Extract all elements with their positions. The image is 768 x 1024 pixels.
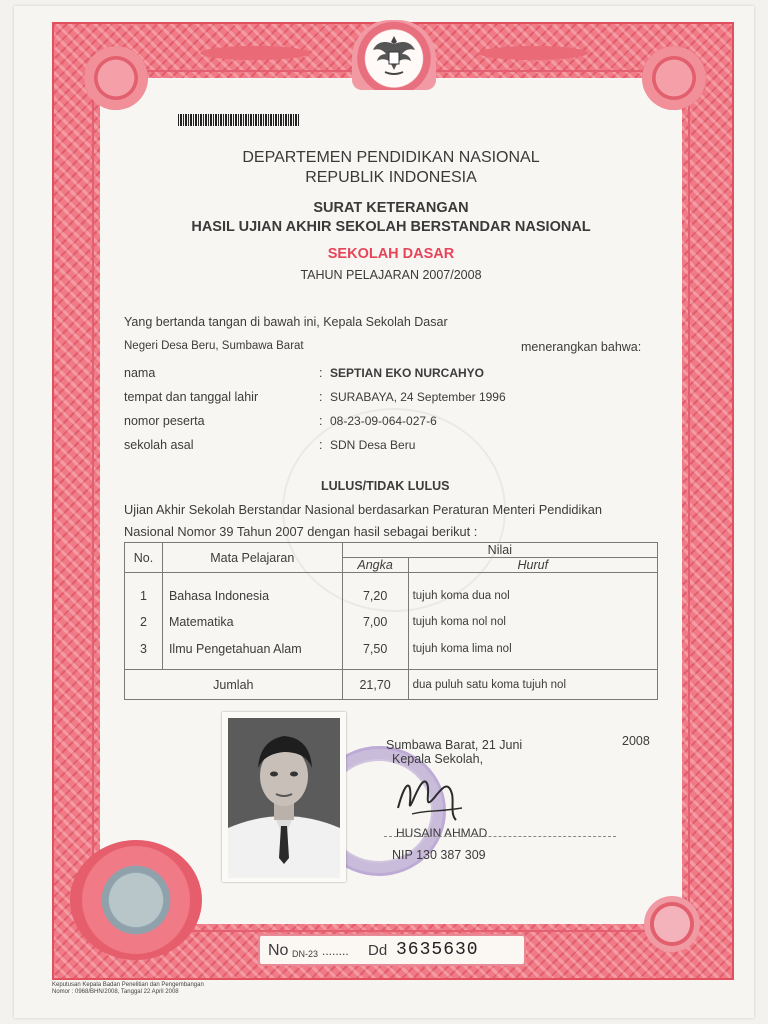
- corner-rosette-icon: [84, 46, 148, 110]
- signature-position: Kepala Sekolah,: [392, 752, 484, 766]
- grades-table: [124, 542, 658, 700]
- title-line-1: SURAT KETERANGAN: [313, 200, 469, 216]
- table-row: [125, 583, 658, 609]
- table-row: [125, 636, 658, 662]
- table-row: [125, 609, 658, 636]
- garuda-emblem-icon: [352, 20, 436, 90]
- total-score: 21,70: [342, 670, 408, 700]
- row-number: 3: [125, 636, 163, 662]
- row-number: 1: [125, 583, 163, 609]
- header-subject: Mata Pelajaran: [162, 543, 342, 573]
- serial-dd: Dd: [368, 942, 388, 959]
- field-colon: :: [319, 390, 323, 404]
- result-status: LULUS/TIDAK LULUS: [321, 479, 450, 493]
- corner-rosette-icon: [642, 46, 706, 110]
- total-label: Jumlah: [125, 670, 343, 700]
- photo-image: [228, 718, 340, 878]
- table-total-row: [125, 670, 658, 700]
- field-colon: :: [319, 414, 323, 428]
- field-value-school: SDN Desa Beru: [330, 438, 416, 452]
- row-subject: Matematika: [162, 609, 342, 636]
- row-subject: Bahasa Indonesia: [162, 583, 342, 609]
- field-colon: :: [319, 366, 323, 380]
- school-level: SEKOLAH DASAR: [327, 246, 455, 262]
- header-angka: Angka: [342, 558, 408, 573]
- department-heading: [100, 148, 682, 188]
- field-value-participant-number: 08-23-09-064-027-6: [330, 414, 437, 428]
- serial-prefix: No: [268, 942, 289, 959]
- serial-number: 3635630: [396, 940, 479, 960]
- field-label-name: nama: [124, 366, 156, 380]
- barcode: [178, 114, 300, 126]
- department-line: DEPARTEMEN PENDIDIKAN NASIONAL: [242, 149, 540, 166]
- serial-code: DN-23: [292, 949, 319, 959]
- row-subject: Ilmu Pengetahuan Alam: [162, 636, 342, 662]
- field-colon: :: [319, 438, 323, 452]
- signature-line: [384, 836, 616, 837]
- row-score-words: tujuh koma dua nol: [408, 583, 657, 609]
- footnote: [52, 982, 204, 996]
- ornament-scroll-icon: [170, 42, 340, 64]
- header-nilai: Nilai: [342, 543, 657, 558]
- result-text-line-2: Nasional Nomor 39 Tahun 2007 dengan hasil sebagai berikut :: [124, 524, 478, 539]
- title-line-2: HASIL UJIAN AKHIR SEKOLAH BERSTANDAR NASIONAL: [191, 219, 591, 235]
- student-portrait-icon: [228, 718, 340, 878]
- total-score-words: dua puluh satu koma tujuh nol: [408, 670, 657, 700]
- student-photo: [222, 712, 346, 882]
- row-score: 7,20: [342, 583, 408, 609]
- intro-line-1: Yang bertanda tangan di bawah ini, Kepala Sekolah Dasar: [124, 315, 448, 329]
- field-label-participant-number: nomor peserta: [124, 414, 205, 428]
- row-score-words: tujuh koma nol nol: [408, 609, 657, 636]
- signature-year: 2008: [622, 734, 650, 748]
- field-value-birth: SURABAYA, 24 September 1996: [330, 390, 506, 404]
- row-score-words: tujuh koma lima nol: [408, 636, 657, 662]
- intro-line-2: Negeri Desa Beru, Sumbawa Barat: [124, 340, 304, 352]
- corner-seal-icon: [644, 896, 700, 952]
- hologram-seal-icon: [70, 840, 202, 960]
- signatory-nip: NIP 130 387 309: [392, 848, 486, 862]
- signatory-name: HUSAIN AHMAD: [396, 826, 488, 840]
- document-title: [100, 199, 682, 237]
- header-huruf: Huruf: [408, 558, 657, 573]
- header-no: No.: [125, 543, 163, 573]
- garuda-icon: [369, 30, 419, 80]
- signature-icon: [392, 768, 472, 828]
- academic-year: TAHUN PELAJARAN 2007/2008: [300, 268, 482, 282]
- result-text-line-1: Ujian Akhir Sekolah Berstandar Nasional berdasarkan Peraturan Menteri Pendidikan: [124, 502, 603, 517]
- serial-number-box: [258, 934, 526, 966]
- row-number: 2: [125, 609, 163, 636]
- field-label-school: sekolah asal: [124, 438, 194, 452]
- republic-line: REPUBLIK INDONESIA: [305, 169, 477, 186]
- serial-dots: ........: [322, 944, 349, 958]
- field-label-birth: tempat dan tanggal lahir: [124, 390, 259, 404]
- row-score: 7,50: [342, 636, 408, 662]
- footnote-line-1: Keputusan Kepala Badan Penelitian dan Pengembangan: [52, 982, 204, 988]
- signature-place-date: Sumbawa Barat, 21 Juni: [386, 738, 523, 752]
- footnote-line-2: Nomor : 0968/BHN/2008, Tanggal 22 April 2008: [52, 989, 179, 995]
- row-score: 7,00: [342, 609, 408, 636]
- ornament-scroll-icon: [448, 42, 618, 64]
- intro-states: menerangkan bahwa:: [521, 340, 642, 354]
- field-value-name: SEPTIAN EKO NURCAHYO: [330, 366, 485, 380]
